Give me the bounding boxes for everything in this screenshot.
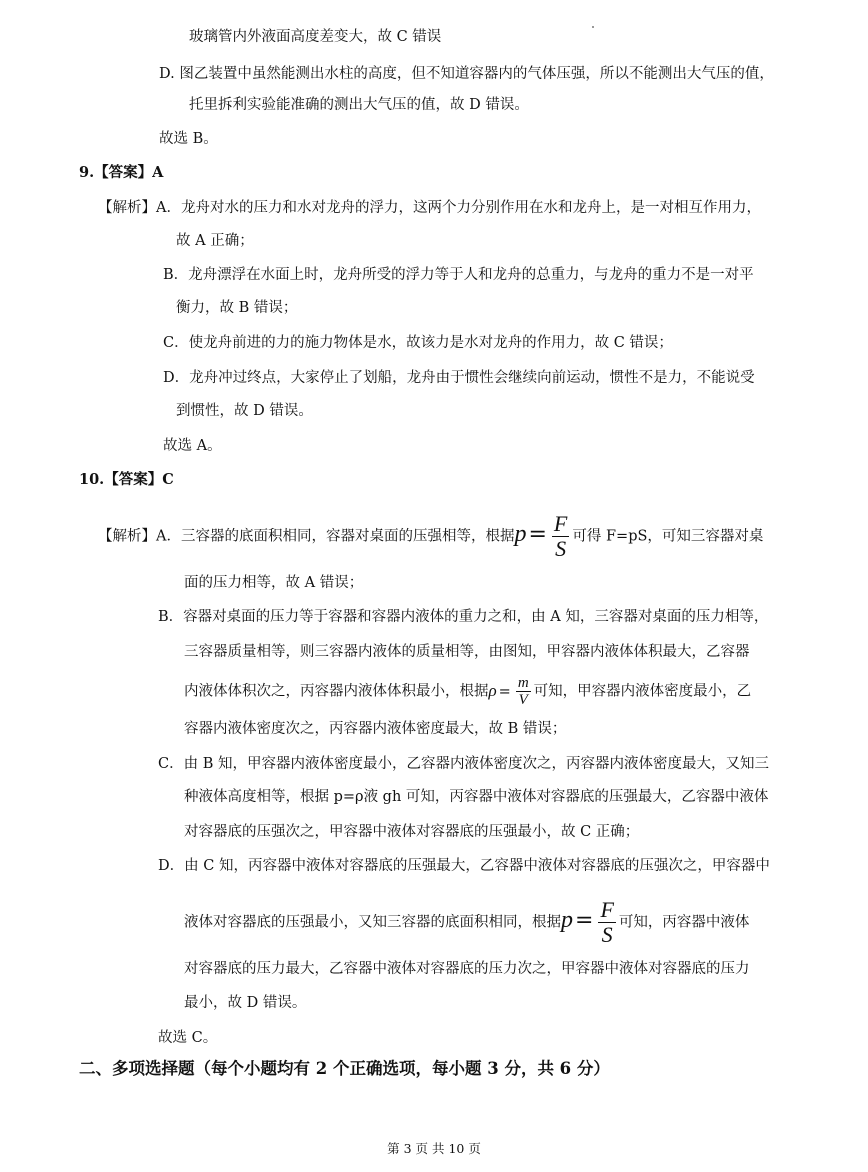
text-segment: 可得 F=pS，可知三容器对桌	[572, 528, 764, 545]
text-line: D．龙舟冲过终点，大家停止了划船，龙舟由于惯性会继续向前运动，惯性不是力，不能说受	[163, 370, 755, 386]
text-line	[184, 675, 751, 708]
text-line: 【解析】A．龙舟对水的压力和水对龙舟的浮力，这两个力分别作用在水和龙舟上，是一对相互作用力，	[98, 200, 761, 216]
text-line	[184, 898, 749, 947]
text-line: 种液体高度相等，根据 p=ρ液 gh 可知，丙容器中液体对容器底的压强最大，乙容器中液体	[184, 789, 769, 805]
text-segment: 【解析】A．三容器的底面积相同，容器对桌面的压强相等，根据	[98, 528, 515, 545]
answer-heading-9: 9.【答案】A	[79, 164, 164, 181]
pressure-formula	[514, 511, 572, 561]
text-line: D. 图乙装置中虽然能测出水柱的高度，但不知道容器内的气体压强，所以不能测出大气压的值，	[159, 66, 774, 82]
text-line: 故选 B。	[159, 131, 218, 147]
answer-heading-10: 10.【答案】C	[79, 471, 174, 488]
text-line: 故选 C。	[158, 1030, 218, 1046]
text-line: B．容器对桌面的压力等于容器和容器内液体的重力之和，由 A 知，三容器对桌面的压力相等，	[158, 609, 769, 625]
formula-symbol: p	[514, 520, 527, 547]
text-line: 托里拆利实验能准确的测出大气压的值，故 D 错误。	[189, 97, 529, 113]
formula-equals: =	[498, 683, 511, 700]
formula-fraction	[552, 512, 569, 561]
text-line: 故选 A。	[163, 438, 222, 454]
text-line: 到惯性，故 D 错误。	[176, 403, 313, 419]
text-line: D．由 C 知，丙容器中液体对容器底的压强最大，乙容器中液体对容器底的压强次之，甲容器中	[158, 858, 770, 874]
fraction-numerator: m	[517, 675, 529, 691]
text-line	[98, 512, 763, 561]
page-footer: 第 3 页 共 10 页	[387, 1141, 481, 1156]
density-formula	[488, 675, 534, 708]
fraction-numerator: F	[553, 511, 568, 536]
text-line: 容器内液体密度次之，丙容器内液体密度最大，故 B 错误；	[184, 721, 567, 737]
fraction-denominator: S	[601, 922, 613, 947]
text-line: B．龙舟漂浮在水面上时，龙舟所受的浮力等于人和龙舟的总重力，与龙舟的重力不是一对平	[163, 267, 754, 283]
scan-speck	[592, 26, 594, 28]
formula-equals: =	[528, 521, 547, 547]
formula-fraction	[516, 675, 531, 708]
text-line: 衡力，故 B 错误；	[176, 300, 298, 316]
text-line: 玻璃管内外液面高度差变大，故 C 错误	[189, 29, 442, 45]
text-line: C．由 B 知，甲容器内液体密度最小，乙容器内液体密度次之，丙容器内液体密度最大，又知三	[158, 756, 769, 772]
text-line: 对容器底的压强次之，甲容器中液体对容器底的压强最小，故 C 正确；	[184, 824, 640, 840]
text-segment: 液体对容器底的压强最小，又知三容器的底面积相同，根据	[184, 914, 561, 931]
section-heading: 二、多项选择题（每个小题均有 2 个正确选项，每小题 3 分，共 6 分）	[79, 1059, 610, 1078]
text-line: 面的压力相等，故 A 错误；	[184, 575, 364, 591]
text-line: C．使龙舟前进的力的施力物体是水，故该力是水对龙舟的作用力，故 C 错误；	[163, 335, 673, 351]
text-line: 最小，故 D 错误。	[184, 995, 307, 1011]
fraction-numerator: F	[600, 897, 614, 922]
pressure-formula	[561, 897, 619, 947]
formula-symbol: p	[561, 906, 573, 933]
text-line: 三容器质量相等，则三容器内液体的质量相等，由图知，甲容器内液体体积最大，乙容器	[184, 644, 750, 660]
text-line: 故 A 正确；	[176, 233, 254, 249]
text-segment: 可知，甲容器内液体密度最小，乙	[533, 683, 752, 700]
text-segment: 可知，丙容器中液体	[618, 914, 750, 931]
formula-fraction	[598, 898, 615, 947]
fraction-denominator: V	[518, 692, 528, 708]
fraction-denominator: S	[555, 536, 567, 561]
text-segment: 内液体体积次之，丙容器内液体体积最小，根据	[184, 683, 489, 700]
text-line: 对容器底的压力最大，乙容器中液体对容器底的压力次之，甲容器中液体对容器底的压力	[184, 961, 750, 977]
formula-equals: =	[575, 907, 594, 933]
formula-symbol: ρ	[488, 680, 497, 700]
